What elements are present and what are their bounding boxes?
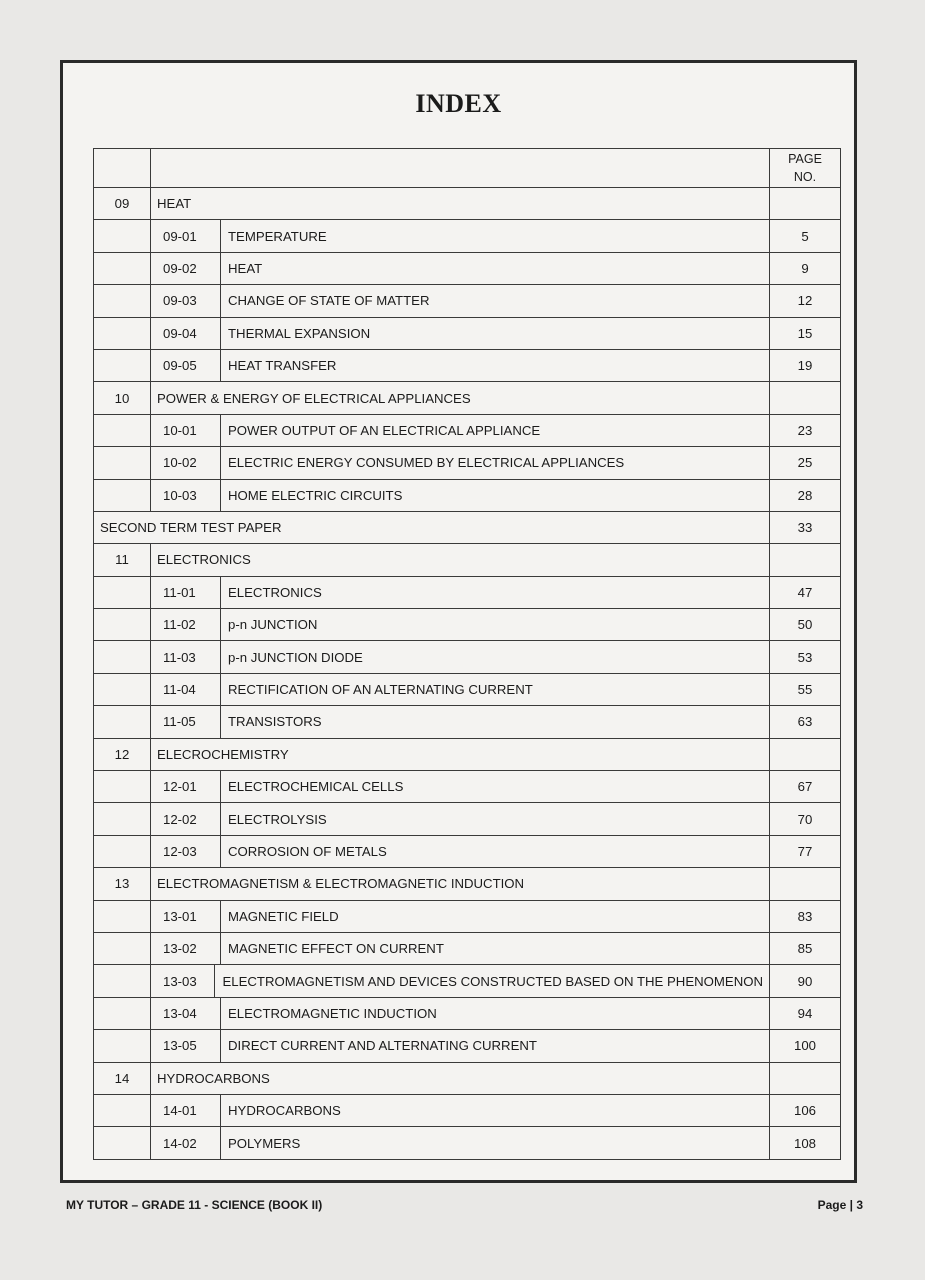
lesson-cell bbox=[151, 479, 770, 511]
table-header-row bbox=[94, 149, 841, 188]
lesson-topic: HEAT TRANSFER bbox=[228, 358, 337, 374]
lesson-cell bbox=[151, 220, 770, 252]
lesson-cell bbox=[151, 1127, 770, 1159]
chapter-row bbox=[94, 1062, 841, 1094]
chapter-row bbox=[94, 382, 841, 414]
lesson-entry bbox=[157, 480, 763, 511]
lesson-blank-cell bbox=[94, 771, 151, 803]
lesson-row bbox=[94, 706, 841, 738]
lesson-cell bbox=[151, 997, 770, 1029]
lesson-code: 13-02 bbox=[157, 933, 221, 964]
lesson-cell bbox=[151, 771, 770, 803]
page-number: 100 bbox=[770, 1030, 841, 1062]
page-number: 25 bbox=[770, 447, 841, 479]
lesson-entry bbox=[157, 641, 763, 672]
page-no-header bbox=[770, 149, 841, 188]
lesson-code: 12-01 bbox=[157, 771, 221, 802]
chapter-title: HYDROCARBONS bbox=[151, 1062, 770, 1094]
lesson-entry bbox=[157, 674, 763, 705]
lesson-topic: THERMAL EXPANSION bbox=[228, 325, 371, 341]
lesson-row bbox=[94, 835, 841, 867]
lesson-cell bbox=[151, 252, 770, 284]
lesson-topic: HOME ELECTRIC CIRCUITS bbox=[228, 487, 403, 503]
lesson-code: 14-02 bbox=[157, 1127, 221, 1158]
page-number: 77 bbox=[770, 835, 841, 867]
lesson-code: 11-03 bbox=[157, 641, 221, 672]
lesson-blank-cell bbox=[94, 349, 151, 381]
lesson-blank-cell bbox=[94, 447, 151, 479]
footer-book-title: MY TUTOR – GRADE 11 - SCIENCE (BOOK II) bbox=[66, 1198, 323, 1212]
lesson-topic: MAGNETIC EFFECT ON CURRENT bbox=[228, 941, 444, 957]
lesson-row bbox=[94, 252, 841, 284]
lesson-entry bbox=[157, 350, 763, 381]
footer-page-number: Page | 3 bbox=[817, 1198, 863, 1212]
lesson-entry bbox=[157, 285, 763, 316]
special-row bbox=[94, 511, 841, 543]
page-cell-empty bbox=[770, 544, 841, 576]
lesson-row bbox=[94, 1030, 841, 1062]
page-cell-empty bbox=[770, 738, 841, 770]
lesson-row bbox=[94, 317, 841, 349]
lesson-entry bbox=[157, 998, 763, 1029]
page-number: 9 bbox=[770, 252, 841, 284]
lesson-topic: CORROSION OF METALS bbox=[228, 844, 387, 859]
lesson-cell bbox=[151, 609, 770, 641]
lesson-entry bbox=[157, 220, 763, 251]
lesson-row bbox=[94, 997, 841, 1029]
lesson-code: 13-05 bbox=[157, 1030, 221, 1061]
page-number: 23 bbox=[770, 414, 841, 446]
chapter-number: 14 bbox=[94, 1062, 151, 1094]
header-blank-cell bbox=[94, 149, 151, 188]
lesson-code: 13-01 bbox=[157, 901, 221, 932]
lesson-row bbox=[94, 641, 841, 673]
chapter-row bbox=[94, 868, 841, 900]
lesson-row bbox=[94, 673, 841, 705]
lesson-topic: RECTIFICATION OF AN ALTERNATING CURRENT bbox=[228, 682, 533, 698]
lesson-row bbox=[94, 285, 841, 317]
special-entry-title: SECOND TERM TEST PAPER bbox=[94, 511, 770, 543]
lesson-row bbox=[94, 609, 841, 641]
page-footer bbox=[66, 1198, 863, 1212]
lesson-blank-cell bbox=[94, 673, 151, 705]
lesson-cell bbox=[151, 576, 770, 608]
chapter-row bbox=[94, 738, 841, 770]
lesson-blank-cell bbox=[94, 252, 151, 284]
lesson-entry bbox=[157, 318, 763, 349]
lesson-cell bbox=[151, 317, 770, 349]
lesson-cell bbox=[151, 803, 770, 835]
chapter-title: ELECTROMAGNETISM & ELECTROMAGNETIC INDUCTION bbox=[151, 868, 770, 900]
lesson-entry bbox=[157, 415, 763, 446]
lesson-entry bbox=[157, 253, 763, 284]
lesson-cell bbox=[151, 965, 770, 997]
lesson-blank-cell bbox=[94, 317, 151, 349]
lesson-blank-cell bbox=[94, 1094, 151, 1126]
lesson-code: 09-05 bbox=[157, 350, 221, 381]
lesson-topic: HEAT bbox=[228, 260, 263, 276]
lesson-row bbox=[94, 349, 841, 381]
lesson-code: 11-02 bbox=[157, 609, 221, 640]
lesson-blank-cell bbox=[94, 803, 151, 835]
chapter-number: 11 bbox=[94, 544, 151, 576]
lesson-entry bbox=[157, 1127, 763, 1158]
lesson-row bbox=[94, 932, 841, 964]
lesson-entry bbox=[157, 577, 763, 608]
lesson-entry bbox=[157, 933, 763, 964]
page-number: 94 bbox=[770, 997, 841, 1029]
lesson-entry bbox=[157, 447, 763, 478]
lesson-entry bbox=[157, 1030, 763, 1061]
page-number: 28 bbox=[770, 479, 841, 511]
lesson-blank-cell bbox=[94, 609, 151, 641]
lesson-blank-cell bbox=[94, 932, 151, 964]
lesson-code: 09-04 bbox=[157, 318, 221, 349]
lesson-cell bbox=[151, 673, 770, 705]
lesson-code: 11-05 bbox=[157, 706, 221, 737]
lesson-blank-cell bbox=[94, 965, 151, 997]
lesson-topic: ELECTROLYSIS bbox=[228, 811, 327, 827]
lesson-topic: ELECTRONICS bbox=[228, 584, 322, 600]
page-title: INDEX bbox=[415, 89, 502, 118]
lesson-row bbox=[94, 447, 841, 479]
page-number: 12 bbox=[770, 285, 841, 317]
page-number: 108 bbox=[770, 1127, 841, 1159]
lesson-topic: MAGNETIC FIELD bbox=[228, 908, 339, 924]
lesson-row bbox=[94, 771, 841, 803]
lesson-cell bbox=[151, 1030, 770, 1062]
lesson-row bbox=[94, 220, 841, 252]
page-number: 15 bbox=[770, 317, 841, 349]
lesson-row bbox=[94, 1127, 841, 1159]
lesson-code: 13-03 bbox=[157, 965, 215, 996]
chapter-number: 13 bbox=[94, 868, 151, 900]
chapter-number: 12 bbox=[94, 738, 151, 770]
page-header-line-2: NO. bbox=[793, 170, 817, 184]
lesson-blank-cell bbox=[94, 479, 151, 511]
lesson-code: 11-04 bbox=[157, 674, 221, 705]
lesson-entry bbox=[157, 609, 763, 640]
lesson-entry bbox=[157, 965, 763, 996]
lesson-blank-cell bbox=[94, 414, 151, 446]
page-cell-empty bbox=[770, 382, 841, 414]
lesson-code: 09-01 bbox=[157, 220, 221, 251]
lesson-blank-cell bbox=[94, 285, 151, 317]
lesson-blank-cell bbox=[94, 835, 151, 867]
lesson-code: 09-03 bbox=[157, 285, 221, 316]
lesson-blank-cell bbox=[94, 1127, 151, 1159]
lesson-row bbox=[94, 965, 841, 997]
lesson-cell bbox=[151, 835, 770, 867]
page-number: 47 bbox=[770, 576, 841, 608]
lesson-entry bbox=[157, 901, 763, 932]
lesson-code: 12-03 bbox=[157, 836, 221, 867]
lesson-topic: DIRECT CURRENT AND ALTERNATING CURRENT bbox=[228, 1038, 537, 1054]
lesson-row bbox=[94, 414, 841, 446]
chapter-row bbox=[94, 544, 841, 576]
page-number: 55 bbox=[770, 673, 841, 705]
page-cell-empty bbox=[770, 1062, 841, 1094]
lesson-topic: POWER OUTPUT OF AN ELECTRICAL APPLIANCE bbox=[228, 422, 541, 438]
page-number: 33 bbox=[770, 511, 841, 543]
lesson-blank-cell bbox=[94, 576, 151, 608]
lesson-topic: ELECTRIC ENERGY CONSUMED BY ELECTRICAL APPLIANCES bbox=[228, 455, 625, 471]
lesson-cell bbox=[151, 285, 770, 317]
lesson-topic: CHANGE OF STATE OF MATTER bbox=[228, 293, 430, 309]
page-number: 63 bbox=[770, 706, 841, 738]
page-number: 106 bbox=[770, 1094, 841, 1126]
lesson-topic: ELECTROCHEMICAL CELLS bbox=[228, 779, 404, 795]
page-number: 53 bbox=[770, 641, 841, 673]
lesson-row bbox=[94, 803, 841, 835]
page-cell-empty bbox=[770, 868, 841, 900]
lesson-topic: TEMPERATURE bbox=[228, 228, 327, 244]
page-cell-empty bbox=[770, 188, 841, 220]
lesson-code: 11-01 bbox=[157, 577, 221, 608]
lesson-cell bbox=[151, 641, 770, 673]
page-number: 70 bbox=[770, 803, 841, 835]
chapter-number: 09 bbox=[94, 188, 151, 220]
lesson-entry bbox=[157, 836, 763, 867]
lesson-code: 14-01 bbox=[157, 1095, 221, 1126]
lesson-blank-cell bbox=[94, 1030, 151, 1062]
index-table bbox=[93, 148, 841, 1160]
lesson-blank-cell bbox=[94, 997, 151, 1029]
lesson-topic: ELECTROMAGNETISM AND DEVICES CONSTRUCTED BASED ON THE PHENOMENON bbox=[222, 973, 763, 989]
lesson-blank-cell bbox=[94, 220, 151, 252]
chapter-number: 10 bbox=[94, 382, 151, 414]
lesson-entry bbox=[157, 1095, 763, 1126]
lesson-cell bbox=[151, 414, 770, 446]
lesson-row bbox=[94, 1094, 841, 1126]
lesson-entry bbox=[157, 706, 763, 737]
chapter-title: ELECROCHEMISTRY bbox=[151, 738, 770, 770]
chapter-title: POWER & ENERGY OF ELECTRICAL APPLIANCES bbox=[151, 382, 770, 414]
page-number: 19 bbox=[770, 349, 841, 381]
lesson-blank-cell bbox=[94, 641, 151, 673]
lesson-code: 10-01 bbox=[157, 415, 221, 446]
lesson-cell bbox=[151, 1094, 770, 1126]
page-number: 85 bbox=[770, 932, 841, 964]
lesson-blank-cell bbox=[94, 706, 151, 738]
lesson-cell bbox=[151, 706, 770, 738]
lesson-topic: p-n JUNCTION DIODE bbox=[228, 649, 363, 665]
lesson-code: 10-02 bbox=[157, 447, 221, 478]
lesson-row bbox=[94, 900, 841, 932]
page-frame bbox=[60, 60, 857, 1183]
lesson-topic: TRANSISTORS bbox=[228, 714, 322, 730]
lesson-code: 13-04 bbox=[157, 998, 221, 1029]
lesson-cell bbox=[151, 932, 770, 964]
page-number: 50 bbox=[770, 609, 841, 641]
lesson-code: 10-03 bbox=[157, 480, 221, 511]
page-header-line-1: PAGE bbox=[788, 152, 822, 166]
page-number: 5 bbox=[770, 220, 841, 252]
lesson-topic: ELECTROMAGNETIC INDUCTION bbox=[228, 1005, 437, 1021]
lesson-code: 09-02 bbox=[157, 253, 221, 284]
lesson-topic: HYDROCARBONS bbox=[228, 1103, 341, 1119]
lesson-row bbox=[94, 576, 841, 608]
lesson-entry bbox=[157, 771, 763, 802]
lesson-topic: POLYMERS bbox=[228, 1135, 301, 1151]
lesson-blank-cell bbox=[94, 900, 151, 932]
chapter-row bbox=[94, 188, 841, 220]
page-number: 90 bbox=[770, 965, 841, 997]
lesson-row bbox=[94, 479, 841, 511]
lesson-code: 12-02 bbox=[157, 803, 221, 834]
chapter-title: HEAT bbox=[151, 188, 770, 220]
lesson-topic: p-n JUNCTION bbox=[228, 617, 318, 633]
lesson-cell bbox=[151, 349, 770, 381]
chapter-title: ELECTRONICS bbox=[151, 544, 770, 576]
header-blank-cell bbox=[151, 149, 770, 188]
lesson-entry bbox=[157, 803, 763, 834]
page-number: 67 bbox=[770, 771, 841, 803]
lesson-cell bbox=[151, 900, 770, 932]
lesson-cell bbox=[151, 447, 770, 479]
page-number: 83 bbox=[770, 900, 841, 932]
